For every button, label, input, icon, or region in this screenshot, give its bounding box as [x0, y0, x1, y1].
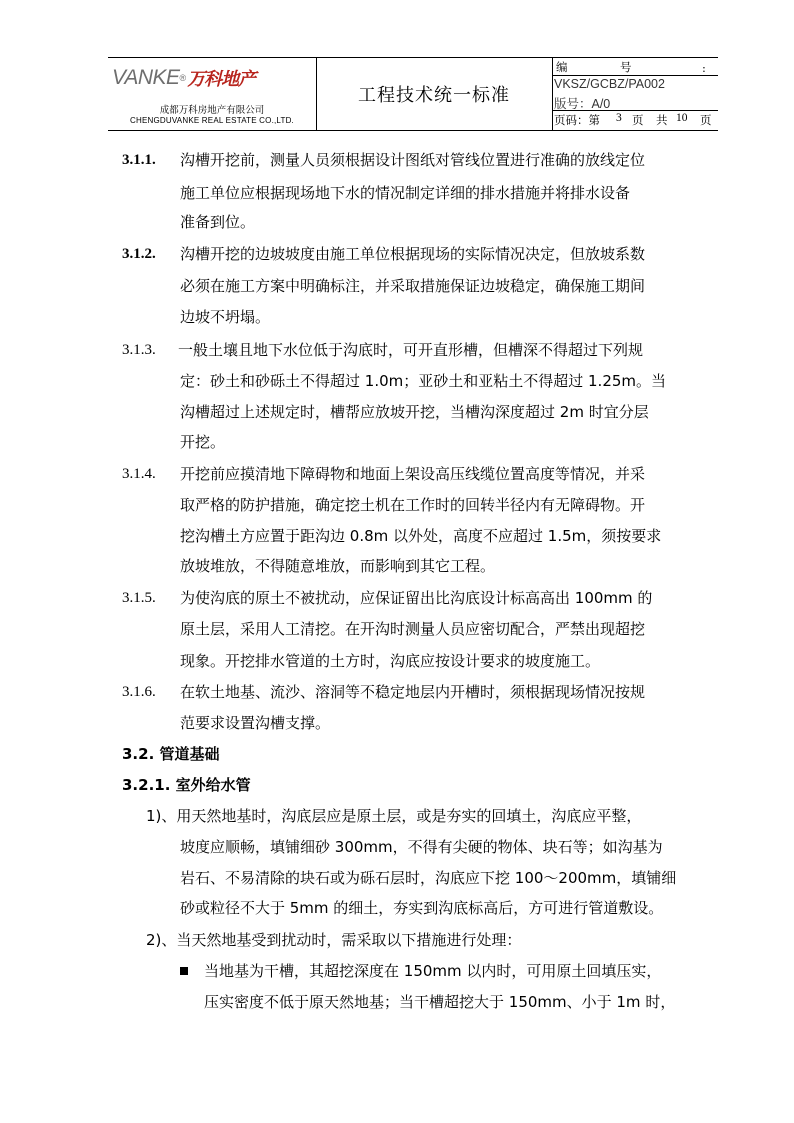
section-number: 3.1.5. — [122, 590, 156, 606]
page-label-a: 页码：第 — [554, 113, 600, 127]
square-bullet-icon — [180, 967, 188, 975]
paragraph-line: 沟槽开挖前，测量人员须根据设计图纸对管线位置进行准确的放线定位 — [180, 151, 646, 169]
paragraph-line: 现象。开挖排水管道的土方时，沟底应按设计要求的坡度施工。 — [180, 652, 601, 670]
paragraph-line: 施工单位应根据现场地下水的情况制定详细的排水措施并将排水设备 — [180, 184, 631, 202]
section-number: 3.1.4. — [122, 466, 156, 482]
document-title: 工程技术统一标准 — [358, 85, 510, 106]
page-current: 3 — [616, 112, 622, 124]
company-name-en: CHENGDUVANKE REAL ESTATE CO.,LTD. — [130, 116, 294, 125]
logo-chinese: 万科地产 — [187, 69, 256, 90]
code-value: VKSZ/GCBZ/PA002 — [554, 77, 665, 91]
section-number: 3.1.2. — [122, 246, 156, 262]
page-total: 10 — [676, 112, 688, 124]
section-heading: 3.2. 管道基础 — [122, 745, 220, 763]
paragraph-line: 在软土地基、流沙、溶洞等不稳定地层内开槽时，须根据现场情况按规 — [180, 683, 646, 701]
paragraph-line: 原土层，采用人工清挖。在开沟时测量人员应密切配合，严禁出现超挖 — [180, 620, 646, 638]
code-label-a: 编 — [556, 60, 568, 74]
company-name-cn: 成都万科房地产有限公司 — [159, 105, 265, 116]
logo-registered-mark: ® — [179, 73, 187, 83]
paragraph-line: 一般土壤且地下水位低于沟底时，可开直形槽，但槽深不得超过下列规 — [178, 341, 644, 359]
paragraph-line: 沟槽超过上述规定时，槽帮应放坡开挖，当槽沟深度超过 2m 时宜分层 — [180, 403, 649, 421]
paragraph-line: 挖沟槽土方应置于距沟边 0.8m 以外处，高度不应超过 1.5m，须按要求 — [180, 527, 662, 545]
list-item-line: 2)、当天然地基受到扰动时，需采取以下措施进行处理： — [146, 931, 522, 949]
paragraph-line: 开挖前应摸清地下障碍物和地面上架设高压线缆位置高度等情况，并采 — [180, 465, 646, 483]
code-colon: : — [702, 61, 706, 75]
page-label-b: 页 — [632, 113, 644, 127]
logo-text: VANKE — [112, 66, 180, 89]
page-label-c: 共 — [656, 113, 668, 127]
bullet-line: 压实密度不低于原天然地基；当干槽超挖大于 150mm、小于 1m 时， — [204, 993, 676, 1011]
paragraph-line: 放坡堆放，不得随意堆放，而影响到其它工程。 — [180, 557, 496, 575]
list-item-line: 砂或粒径不大于 5mm 的细土，夯实到沟底标高后，方可进行管道敷设。 — [180, 899, 664, 917]
bullet-line: 当地基为干槽，其超挖深度在 150mm 以内时，可用原土回填压实， — [204, 962, 662, 980]
paragraph-line: 准备到位。 — [180, 213, 256, 231]
section-number: 3.1.3. — [122, 342, 156, 358]
paragraph-line: 范要求设置沟槽支撑。 — [180, 714, 331, 732]
section-number: 3.1.1. — [122, 152, 156, 168]
list-item-line: 1)、用天然地基时，沟底层应是原土层，或是夯实的回填土，沟底应平整， — [146, 807, 642, 825]
list-item-line: 坡度应顺畅，填铺细砂 300mm，不得有尖硬的物体、块石等；如沟基为 — [180, 838, 663, 856]
paragraph-line: 必须在施工方案中明确标注，并采取措施保证边坡稳定，确保施工期间 — [180, 277, 646, 295]
page-label-d: 页 — [700, 113, 712, 127]
paragraph-line: 定：砂土和砂砾土不得超过 1.0m；亚砂土和亚粘土不得超过 1.25m。当 — [180, 372, 667, 390]
paragraph-line: 沟槽开挖的边坡坡度由施工单位根据现场的实际情况决定，但放坡系数 — [180, 245, 646, 263]
subsection-heading: 3.2.1. 室外给水管 — [122, 776, 251, 794]
list-item-line: 岩石、不易清除的块石或为砾石层时，沟底应下挖 100～200mm，填铺细 — [180, 869, 677, 887]
paragraph-line: 为使沟底的原土不被扰动，应保证留出比沟底设计标高高出 100mm 的 — [180, 589, 653, 607]
paragraph-line: 取严格的防护措施，确定挖土机在工作时的回转半径内有无障碍物。开 — [180, 496, 646, 514]
version: 版号：A/0 — [554, 97, 611, 111]
paragraph-line: 开挖。 — [180, 433, 226, 451]
section-number: 3.1.6. — [122, 684, 156, 700]
paragraph-line: 边坡不坍塌。 — [180, 308, 271, 326]
code-label-b: 号 — [620, 60, 632, 74]
